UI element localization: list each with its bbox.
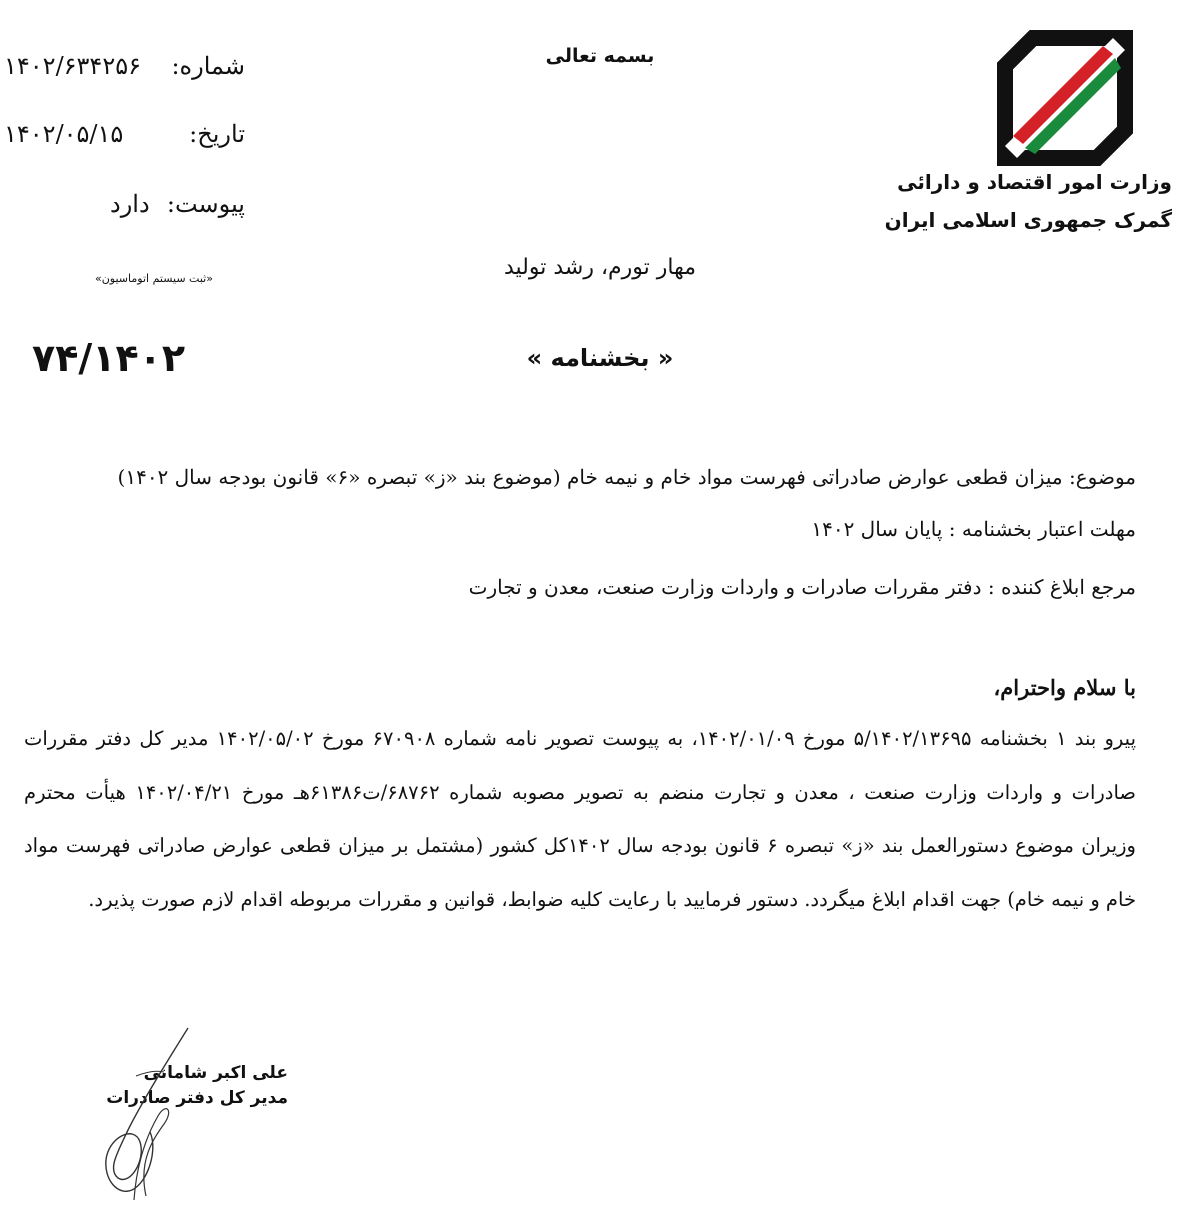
- letter-number: ۱۴۰۲/۶۳۴۲۵۶: [4, 52, 141, 80]
- body-paragraph: پیرو بند ۱ بخشنامه ۵/۱۴۰۲/۱۳۶۹۵ مورخ ۱۴۰۲/۰۱/۰۹، به پیوست تصویر نامه شماره ۶۷۰۹۰۸ مورخ ۱۴۰۲/۰۵/۰۲ مدیر کل دفتر مقررات صادرات و واردات وزارت صنعت ، معدن و تجارت منضم به تصویر مصوبه شماره ۶۸۷۶۲/ت۶۱۳۸۶هـ مورخ ۱۴۰۲/۰۴/۲۱ هیأت محترم وزیران موضوع دستورالعمل بند «ز» تبصره ۶ قانون بودجه سال ۱۴۰۲کل کشور (مشتمل بر میزان قطعی عوارض صادراتی فهرست مواد خام و نیمه خام) جهت اقدام ابلاغ میگردد. دستور فرمایید با رعایت کلیه ضوابط، قوانین و مقررات مربوطه اقدام لازم صورت پذیرد.: [24, 727, 1136, 911]
- automation-note: «ثبت سیستم اتوماسیون»: [95, 272, 213, 285]
- circular-number: ۷۴/۱۴۰۲: [32, 336, 186, 380]
- signatory-name: علی اکبر شامانی: [143, 1063, 288, 1083]
- reference-line: مرجع ابلاغ کننده : دفتر مقررات صادرات و واردات وزارت صنعت، معدن و تجارت: [468, 575, 1136, 599]
- date-label: تاریخ:: [189, 120, 245, 148]
- number-label: شماره:: [171, 52, 245, 80]
- organization-customs: گمرک جمهوری اسلامی ایران: [884, 208, 1172, 232]
- handwritten-signature-icon: [88, 1020, 218, 1205]
- signatory-title: مدیر کل دفتر صادرات: [106, 1088, 288, 1108]
- organization-ministry: وزارت امور اقتصاد و دارائی: [897, 170, 1172, 194]
- subject-line: موضوع: میزان قطعی عوارض صادراتی فهرست مواد خام و نیمه خام (موضوع بند «ز» تبصره «۶» قانون بودجه سال ۱۴۰۲): [117, 465, 1136, 489]
- attachment-label: پیوست:: [166, 190, 245, 218]
- letter-date: ۱۴۰۲/۰۵/۱۵: [4, 120, 124, 148]
- bismillah-heading: بسمه تعالی: [545, 45, 655, 67]
- slogan: مهار تورم، رشد تولید: [503, 255, 697, 280]
- circular-title: « بخشنامه »: [526, 344, 674, 372]
- greeting: با سلام واحترام،: [993, 675, 1136, 700]
- attachment-value: دارد: [110, 190, 150, 218]
- validity-line: مهلت اعتبار بخشنامه : پایان سال ۱۴۰۲: [811, 517, 1136, 541]
